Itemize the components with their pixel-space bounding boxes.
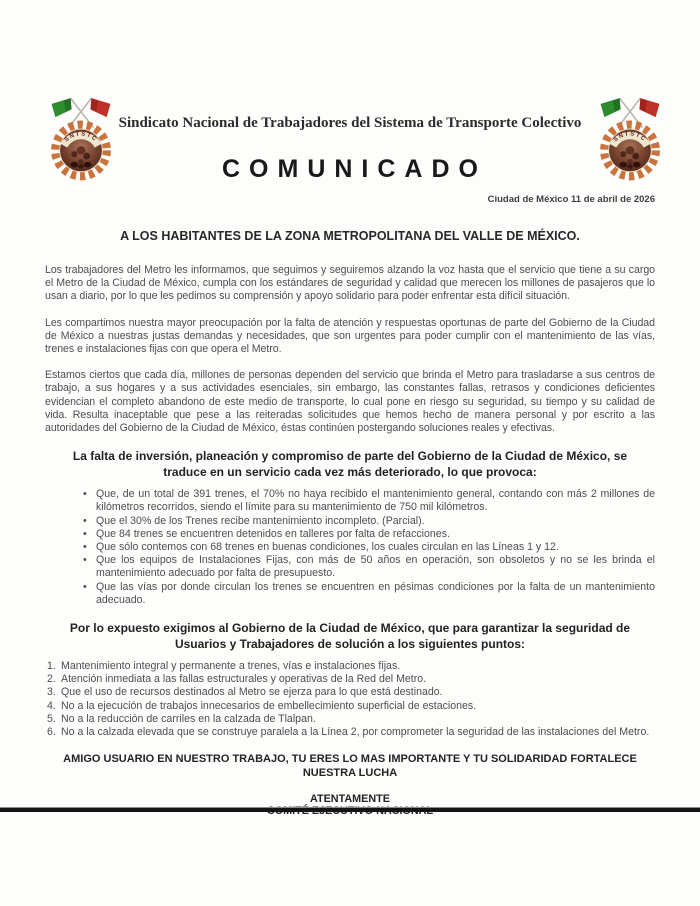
item-number: 2. — [47, 673, 56, 686]
dateline: Ciudad de México 11 de abril de 2026 — [487, 194, 655, 205]
letterhead — [45, 95, 655, 215]
section1-heading: La falta de inversión, planeación y compromiso de parte del Gobierno de la Ciudad de México, se traduce en un servicio cada vez más deteriorado, lo que provoca: — [72, 449, 628, 479]
demands-numbered-list — [45, 660, 655, 739]
paragraph-1: Los trabajadores del Metro les informamos, que seguimos y seguiremos alzando la voz hasta que el servicio que tiene a su cargo el Metro de la Ciudad de México, cumpla con los estándares de seguridad y calidad que merecen los millones de pasajeros que lo usan a diario, por lo que les pedimos su comprensión y apoyo solidario para poder enfrentar esta difícil situación. — [45, 264, 655, 303]
addressee-heading: A LOS HABITANTES DE LA ZONA METROPOLITANA DEL VALLE DE MÉXICO. — [120, 229, 580, 243]
section2-heading: Por lo expuesto exigimos al Gobierno de la Ciudad de México, que para garantizar la seguridad de Usuarios y Trabajadores de solución a los siguientes puntos: — [69, 621, 631, 651]
list-item: 3. Que el uso de recursos destinados al Metro se ejerza para lo que está destinado. — [47, 686, 443, 699]
list-item: • Que las vías por donde circulan los trenes se encuentren en pésimas condiciones por la falta de un mantenimiento adecuado. — [83, 580, 655, 606]
document-title: COMUNICADO — [222, 155, 487, 183]
item-number: 5. — [47, 712, 56, 725]
item-number: 4. — [47, 699, 56, 712]
salutation: ATENTAMENTE — [310, 793, 390, 806]
complaints-bullet-list — [45, 488, 655, 607]
item-number: 3. — [47, 686, 56, 699]
paragraph-3: Estamos ciertos que cada día, millones de personas dependen del servicio que brinda el Metro para trasladarse a sus centros de trabajo, a sus hogares y a sus actividades esenciales, sin embargo, las constantes fallas, retrasos y condiciones deficientes evidencian el completo abandono de este medio de transporte, lo cual pone en riesgo su seguridad, su tiempo y su calidad de vida. Resulta inaceptable que pese a las reiteradas solicitudes que hemos hecho de manera personal y por escrito a las autoridades del Gobierno de la Ciudad de México, éstas continúen postergando soluciones reales y efectivas. — [45, 369, 655, 435]
union-name: Sindicato Nacional de Trabajadores del Sistema de Transporte Colectivo — [118, 115, 582, 131]
item-number: 6. — [47, 726, 56, 739]
list-item: 4. No a la ejecución de trabajos innecesarios de embellecimiento superficial de estaciones. — [47, 699, 477, 712]
list-item: 6. No a la calzada elevada que se construye paralela a la Línea 2, por comprometer la seguridad de las instalaciones del Metro. — [47, 726, 650, 739]
bullet-icon: • — [83, 541, 87, 554]
bottom-divider — [0, 807, 700, 812]
list-item: • Que, de un total de 391 trenes, el 70% no haya recibido el mantenimiento general, contando con más 2 millones de kilómetros recorridos, siendo el límite para su mantenimiento de 750 mil kilómetros. — [83, 488, 655, 514]
list-item: 5. No a la reducción de carriles en la calzada de Tlalpan. — [47, 712, 316, 725]
bullet-icon: • — [83, 514, 87, 527]
list-item: • Que el 30% de los Trenes recibe mantenimiento incompleto. (Parcial). — [83, 514, 425, 527]
closing-message: AMIGO USUARIO EN NUESTRO TRABAJO, TU ERES LO MAS IMPORTANTE Y TU SOLIDARIDAD FORTALECE NUESTRA LUCHA — [63, 753, 637, 779]
bullet-icon: • — [83, 580, 87, 593]
paragraph-2: Les compartimos nuestra mayor preocupación por la falta de atención y respuestas oportunas de parte del Gobierno de la Ciudad de México a nuestras justas demandas y necesidades, que son urgentes para poder cumplir con el mantenimiento de las vías, trenes e instalaciones fijas con que opera el Metro. — [45, 316, 655, 356]
list-item: • Que sólo contemos con 68 trenes en buenas condiciones, los cuales circulan en las Líneas 1 y 12. — [83, 541, 559, 554]
list-item: 2. Atención inmediata a las fallas estructurales y operativas de la Red del Metro. — [47, 673, 427, 686]
item-number: 1. — [47, 660, 56, 673]
list-item: • Que los equipos de Instalaciones Fijas, con más de 50 años en operación, son obsoletos y no se les brinda el mantenimiento adecuado por falta de presupuesto. — [83, 554, 655, 580]
list-item: • Que 84 trenes se encuentren detenidos en talleres por falta de refacciones. — [83, 527, 450, 540]
bullet-icon: • — [83, 488, 87, 501]
list-item: 1. Mantenimiento integral y permanente a trenes, vías e instalaciones fijas. — [47, 660, 401, 673]
bullet-icon: • — [83, 527, 87, 540]
bullet-icon: • — [83, 554, 87, 567]
document-content — [45, 0, 655, 817]
